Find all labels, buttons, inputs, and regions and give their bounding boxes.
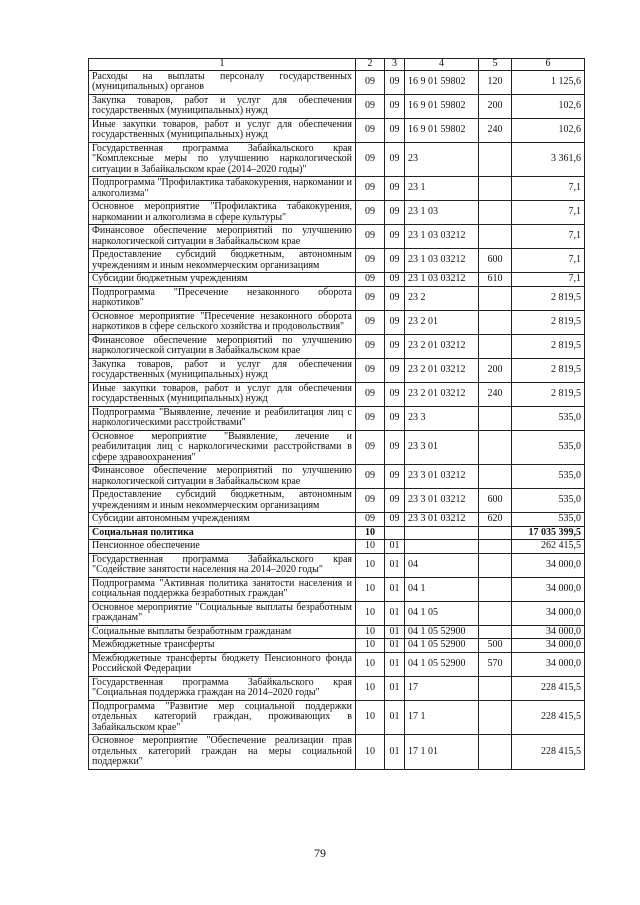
expense-type-code: [479, 177, 512, 201]
amount-value: 2 819,5: [512, 286, 585, 310]
amount-value: 2 819,5: [512, 358, 585, 382]
expense-type-code: [479, 526, 512, 540]
amount-value: 34 000,0: [512, 652, 585, 676]
section-code: 10: [356, 735, 385, 770]
budget-item-name: Пенсионное обеспечение: [89, 540, 356, 554]
subsection-code: 01: [385, 652, 405, 676]
budget-item-name: Подпрограмма "Профилактика табакокурения, наркомании и алкоголизма": [89, 177, 356, 201]
amount-value: 262 415,5: [512, 540, 585, 554]
subsection-code: 09: [385, 225, 405, 249]
table-row: [89, 465, 585, 489]
target-article-code: 16 9 01 59802: [405, 94, 479, 118]
budget-item-name: Подпрограмма "Пресечение незаконного оборота наркотиков": [89, 286, 356, 310]
section-code: 10: [356, 553, 385, 577]
amount-value: 7,1: [512, 273, 585, 287]
target-article-code: 23 2 01: [405, 310, 479, 334]
subsection-code: 01: [385, 676, 405, 700]
subsection-code: 09: [385, 513, 405, 527]
table-row: [89, 286, 585, 310]
subsection-code: 09: [385, 286, 405, 310]
expense-type-code: 240: [479, 382, 512, 406]
section-code: 09: [356, 177, 385, 201]
subsection-code: 09: [385, 201, 405, 225]
expense-type-code: [479, 310, 512, 334]
target-article-code: 23 3: [405, 406, 479, 430]
subsection-code: 01: [385, 700, 405, 735]
header-col-2: 2: [356, 59, 385, 71]
budget-item-name: Подпрограмма "Выявление, лечение и реабилитация лиц с наркологическими расстройствами": [89, 406, 356, 430]
amount-value: 7,1: [512, 225, 585, 249]
subsection-code: 09: [385, 489, 405, 513]
expense-type-code: [479, 201, 512, 225]
target-article-code: 17 1: [405, 700, 479, 735]
amount-value: 1 125,6: [512, 70, 585, 94]
budget-item-name: Основное мероприятие "Обеспечение реализации прав отдельных категорий граждан на меры социальной поддержки": [89, 735, 356, 770]
table-row: [89, 358, 585, 382]
amount-value: 34 000,0: [512, 601, 585, 625]
table-row: [89, 639, 585, 653]
amount-value: 2 819,5: [512, 310, 585, 334]
budget-item-name: Финансовое обеспечение мероприятий по улучшению наркологической ситуации в Забайкальском крае: [89, 465, 356, 489]
subsection-code: 01: [385, 625, 405, 639]
section-code: 09: [356, 225, 385, 249]
target-article-code: 23 1 03 03212: [405, 273, 479, 287]
section-code: 10: [356, 652, 385, 676]
expense-type-code: 120: [479, 70, 512, 94]
table-row: [89, 334, 585, 358]
section-code: 09: [356, 406, 385, 430]
table-row: [89, 540, 585, 554]
amount-value: 535,0: [512, 430, 585, 465]
table-row: [89, 700, 585, 735]
table-row: [89, 489, 585, 513]
expense-type-code: [479, 540, 512, 554]
budget-item-name: Финансовое обеспечение мероприятий по улучшению наркологической ситуации в Забайкальском крае: [89, 334, 356, 358]
subsection-code: 09: [385, 118, 405, 142]
budget-item-name: Межбюджетные трансферты бюджету Пенсионного фонда Российской Федерации: [89, 652, 356, 676]
subsection-code: 09: [385, 310, 405, 334]
target-article-code: 23 2 01 03212: [405, 358, 479, 382]
amount-value: 535,0: [512, 513, 585, 527]
table-row: [89, 430, 585, 465]
subsection-code: 09: [385, 177, 405, 201]
target-article-code: 04 1: [405, 577, 479, 601]
section-code: 09: [356, 465, 385, 489]
subsection-code: 09: [385, 70, 405, 94]
table-header-row: [89, 59, 585, 71]
amount-value: 535,0: [512, 406, 585, 430]
section-code: 10: [356, 625, 385, 639]
expense-type-code: [479, 625, 512, 639]
amount-value: 17 035 399,5: [512, 526, 585, 540]
amount-value: 3 361,6: [512, 142, 585, 177]
amount-value: 228 415,5: [512, 676, 585, 700]
target-article-code: 23 2: [405, 286, 479, 310]
section-code: 09: [356, 142, 385, 177]
expense-type-code: 200: [479, 358, 512, 382]
section-code: 09: [356, 382, 385, 406]
table-row: [89, 735, 585, 770]
table-row: [89, 382, 585, 406]
target-article-code: 04 1 05 52900: [405, 625, 479, 639]
amount-value: 102,6: [512, 94, 585, 118]
subsection-code: 09: [385, 465, 405, 489]
amount-value: 7,1: [512, 177, 585, 201]
expense-type-code: 500: [479, 639, 512, 653]
subsection-code: 01: [385, 577, 405, 601]
expense-type-code: [479, 142, 512, 177]
budget-item-name: Основное мероприятие "Социальные выплаты безработным гражданам": [89, 601, 356, 625]
section-code: 09: [356, 286, 385, 310]
target-article-code: 17: [405, 676, 479, 700]
table-row: [89, 273, 585, 287]
budget-item-name: Государственная программа Забайкальского края "Социальная поддержка граждан на 2014–2020 годы": [89, 676, 356, 700]
amount-value: 535,0: [512, 465, 585, 489]
budget-item-name: Государственная программа Забайкальского края "Комплексные меры по улучшению наркологической ситуации в Забайкальском крае (2014–2020 годы)": [89, 142, 356, 177]
section-code: 09: [356, 118, 385, 142]
section-code: 10: [356, 540, 385, 554]
subsection-code: 09: [385, 142, 405, 177]
table-row: [89, 94, 585, 118]
section-code: 09: [356, 513, 385, 527]
target-article-code: 04 1 05: [405, 601, 479, 625]
target-article-code: 16 9 01 59802: [405, 118, 479, 142]
amount-value: 228 415,5: [512, 700, 585, 735]
section-code: 09: [356, 249, 385, 273]
section-code: 09: [356, 273, 385, 287]
table-row: [89, 249, 585, 273]
budget-item-name: Иные закупки товаров, работ и услуг для обеспечения государственных (муниципальных) нужд: [89, 382, 356, 406]
amount-value: 535,0: [512, 489, 585, 513]
budget-item-name: Основное мероприятие "Профилактика табакокурения, наркомании и алкоголизма в сфере культуры": [89, 201, 356, 225]
budget-item-name: Социальные выплаты безработным гражданам: [89, 625, 356, 639]
table-row: [89, 70, 585, 94]
expense-type-code: [479, 286, 512, 310]
budget-item-name: Иные закупки товаров, работ и услуг для обеспечения государственных (муниципальных) нужд: [89, 118, 356, 142]
table-row: [89, 652, 585, 676]
budget-item-name: Межбюджетные трансферты: [89, 639, 356, 653]
section-code: 09: [356, 430, 385, 465]
subsection-code: 01: [385, 735, 405, 770]
amount-value: 2 819,5: [512, 334, 585, 358]
header-col-5: 5: [479, 59, 512, 71]
subsection-code: 01: [385, 601, 405, 625]
budget-item-name: Предоставление субсидий бюджетным, автономным учреждениям и иным некоммерческим организациям: [89, 489, 356, 513]
subsection-code: 09: [385, 358, 405, 382]
table-row: [89, 310, 585, 334]
table-row: [89, 553, 585, 577]
budget-item-name: Основное мероприятие "Выявление, лечение и реабилитация лиц с наркологическими расстройствами в сфере здравоохранения": [89, 430, 356, 465]
amount-value: 7,1: [512, 249, 585, 273]
section-code: 10: [356, 526, 385, 540]
amount-value: 102,6: [512, 118, 585, 142]
budget-item-name: Расходы на выплаты персоналу государственных (муниципальных) органов: [89, 70, 356, 94]
amount-value: 34 000,0: [512, 639, 585, 653]
expense-type-code: [479, 553, 512, 577]
target-article-code: 23 1 03 03212: [405, 225, 479, 249]
expense-type-code: 240: [479, 118, 512, 142]
target-article-code: 23 2 01 03212: [405, 382, 479, 406]
target-article-code: 17 1 01: [405, 735, 479, 770]
target-article-code: 23 3 01: [405, 430, 479, 465]
expense-type-code: [479, 465, 512, 489]
table-row: [89, 676, 585, 700]
header-col-6: 6: [512, 59, 585, 71]
target-article-code: 23 1 03: [405, 201, 479, 225]
target-article-code: 04 1 05 52900: [405, 652, 479, 676]
subsection-code: 09: [385, 249, 405, 273]
section-code: 10: [356, 700, 385, 735]
subsection-code: 09: [385, 430, 405, 465]
section-code: 10: [356, 601, 385, 625]
amount-value: 34 000,0: [512, 577, 585, 601]
subsection-code: 09: [385, 406, 405, 430]
header-col-4: 4: [405, 59, 479, 71]
section-code: 09: [356, 201, 385, 225]
budget-item-name: Социальная политика: [89, 526, 356, 540]
amount-value: 34 000,0: [512, 625, 585, 639]
table-row: [89, 406, 585, 430]
budget-item-name: Закупка товаров, работ и услуг для обеспечения государственных (муниципальных) нужд: [89, 358, 356, 382]
subsection-code: 09: [385, 273, 405, 287]
budget-item-name: Государственная программа Забайкальского края "Содействие занятости населения на 2014–2020 годы": [89, 553, 356, 577]
table-row: [89, 601, 585, 625]
target-article-code: 23: [405, 142, 479, 177]
expense-type-code: [479, 430, 512, 465]
target-article-code: 23 1: [405, 177, 479, 201]
section-code: 10: [356, 639, 385, 653]
section-code: 09: [356, 94, 385, 118]
target-article-code: 23 2 01 03212: [405, 334, 479, 358]
expense-type-code: [479, 577, 512, 601]
table-row: [89, 142, 585, 177]
target-article-code: 16 9 01 59802: [405, 70, 479, 94]
expense-type-code: 610: [479, 273, 512, 287]
budget-item-name: Подпрограмма "Активная политика занятости населения и социальная поддержка безработных граждан": [89, 577, 356, 601]
section-code: 10: [356, 577, 385, 601]
subsection-code: 09: [385, 334, 405, 358]
table-row: [89, 625, 585, 639]
subsection-code: 09: [385, 382, 405, 406]
subsection-code: [385, 526, 405, 540]
section-code: 09: [356, 358, 385, 382]
subsection-code: 01: [385, 553, 405, 577]
expense-type-code: [479, 601, 512, 625]
target-article-code: [405, 526, 479, 540]
target-article-code: 23 1 03 03212: [405, 249, 479, 273]
amount-value: 34 000,0: [512, 553, 585, 577]
expense-type-code: 570: [479, 652, 512, 676]
amount-value: 7,1: [512, 201, 585, 225]
target-article-code: 04: [405, 553, 479, 577]
expense-type-code: [479, 676, 512, 700]
expense-type-code: [479, 700, 512, 735]
table-row: [89, 118, 585, 142]
section-code: 09: [356, 489, 385, 513]
target-article-code: 23 3 01 03212: [405, 513, 479, 527]
table-row: [89, 513, 585, 527]
expense-type-code: 600: [479, 489, 512, 513]
section-code: 10: [356, 676, 385, 700]
budget-item-name: Предоставление субсидий бюджетным, автономным учреждениям и иным некоммерческим организациям: [89, 249, 356, 273]
section-code: 09: [356, 310, 385, 334]
budget-item-name: Основное мероприятие "Пресечение незаконного оборота наркотиков в сфере сельского хозяйства и продовольствия": [89, 310, 356, 334]
section-code: 09: [356, 334, 385, 358]
target-article-code: 23 3 01 03212: [405, 489, 479, 513]
expense-type-code: [479, 225, 512, 249]
table-row: [89, 526, 585, 540]
expense-type-code: 620: [479, 513, 512, 527]
budget-item-name: Закупка товаров, работ и услуг для обеспечения государственных (муниципальных) нужд: [89, 94, 356, 118]
expense-type-code: [479, 735, 512, 770]
header-col-3: 3: [385, 59, 405, 71]
subsection-code: 01: [385, 540, 405, 554]
section-code: 09: [356, 70, 385, 94]
budget-item-name: Субсидии бюджетным учреждениям: [89, 273, 356, 287]
target-article-code: 23 3 01 03212: [405, 465, 479, 489]
table-row: [89, 225, 585, 249]
target-article-code: 04 1 05 52900: [405, 639, 479, 653]
subsection-code: 01: [385, 639, 405, 653]
expense-type-code: [479, 406, 512, 430]
target-article-code: [405, 540, 479, 554]
budget-table: [88, 58, 585, 770]
budget-item-name: Финансовое обеспечение мероприятий по улучшению наркологической ситуации в Забайкальском крае: [89, 225, 356, 249]
header-col-1: 1: [89, 59, 356, 71]
table-row: [89, 177, 585, 201]
subsection-code: 09: [385, 94, 405, 118]
expense-type-code: 200: [479, 94, 512, 118]
amount-value: 228 415,5: [512, 735, 585, 770]
table-row: [89, 577, 585, 601]
budget-item-name: Подпрограмма "Развитие мер социальной поддержки отдельных категорий граждан, проживающих в Забайкальском крае": [89, 700, 356, 735]
page-number: 79: [314, 846, 326, 860]
table-row: [89, 201, 585, 225]
expense-type-code: [479, 334, 512, 358]
amount-value: 2 819,5: [512, 382, 585, 406]
expense-type-code: 600: [479, 249, 512, 273]
budget-item-name: Субсидии автономным учреждениям: [89, 513, 356, 527]
